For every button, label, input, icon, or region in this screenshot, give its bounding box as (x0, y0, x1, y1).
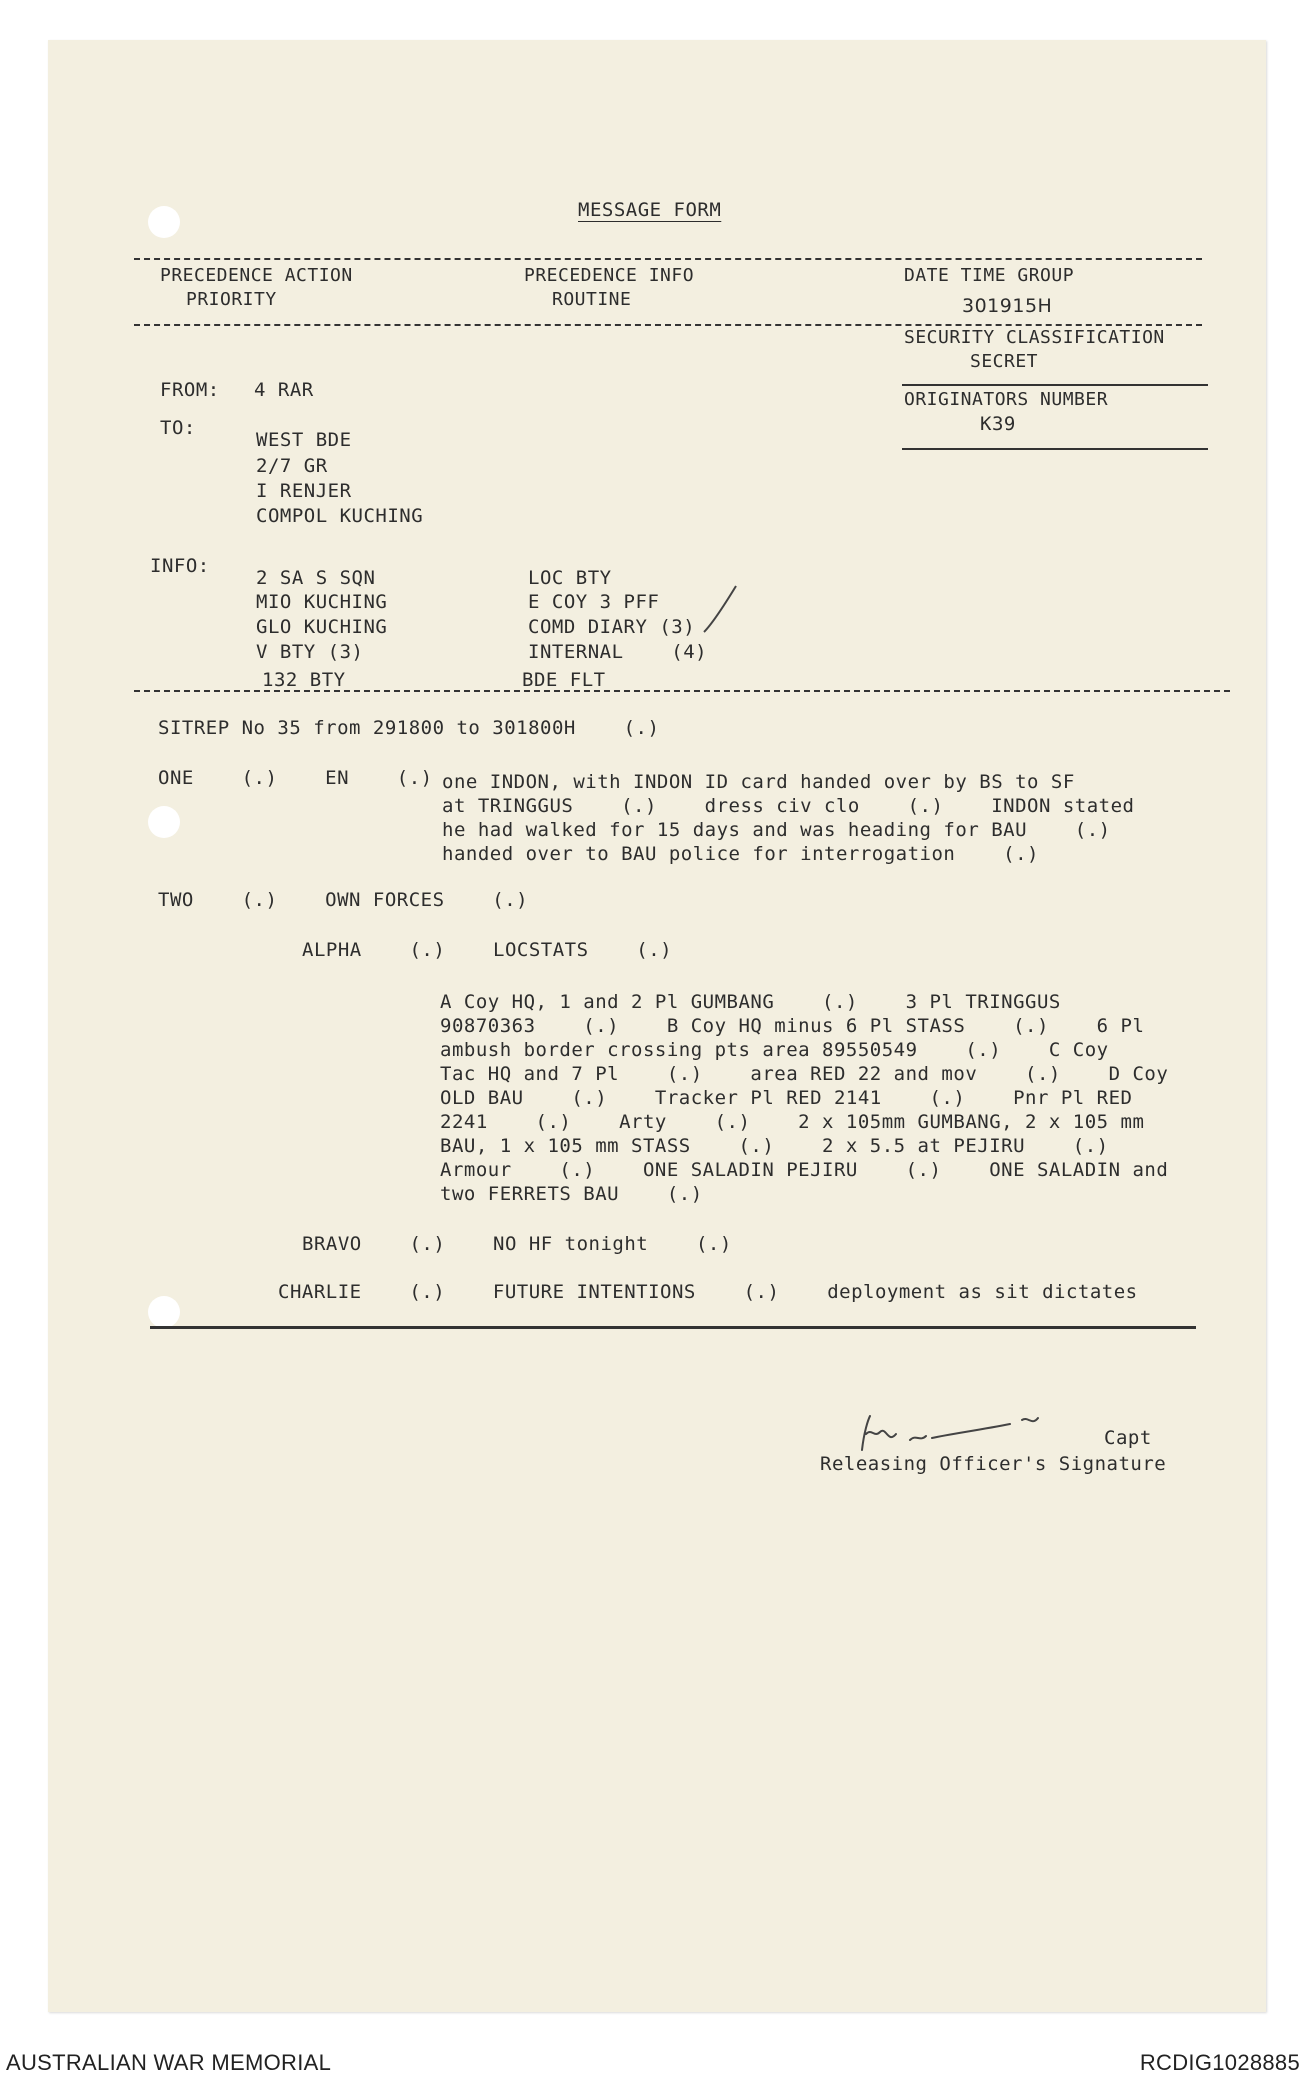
info-col2-item: BDE FLT (522, 669, 606, 691)
alpha-line: 2241 (.) Arty (.) 2 x 105mm GUMBANG, 2 x 105 mm (440, 1111, 1145, 1133)
header-top-rule (134, 258, 1202, 260)
info-col1-item: 2 SA S SQN (256, 567, 376, 589)
info-col1-item: MIO KUCHING (256, 591, 388, 613)
para-one-line: at TRINGGUS (.) dress civ clo (.) INDON stated (442, 795, 1135, 817)
dtg-value: 301915H (962, 295, 1053, 317)
alpha-line: two FERRETS BAU (.) (440, 1183, 703, 1205)
alpha-heading: ALPHA (.) LOCSTATS (.) (302, 939, 673, 961)
para-one-line: he had walked for 15 days and was heading for BAU (.) (442, 819, 1111, 841)
security-rule (902, 384, 1208, 386)
alpha-line: Armour (.) ONE SALADIN PEJIRU (.) ONE SALADIN and (440, 1159, 1169, 1181)
charlie-line: CHARLIE (.) FUTURE INTENTIONS (.) deployment as sit dictates (278, 1281, 1138, 1303)
to-line: I RENJER (256, 480, 352, 502)
info-col2-item: E COY 3 PFF (528, 591, 660, 613)
para-two-heading: TWO (.) OWN FORCES (.) (158, 889, 529, 911)
precedence-action-label: PRECEDENCE ACTION (160, 265, 353, 286)
dtg-label: DATE TIME GROUP (904, 265, 1075, 286)
precedence-action-value: PRIORITY (186, 289, 277, 310)
precedence-info-label: PRECEDENCE INFO (524, 265, 695, 286)
originators-rule (902, 448, 1208, 450)
to-line: 2/7 GR (256, 455, 328, 477)
precedence-info-value: ROUTINE (552, 289, 632, 310)
footer-record-id: RCDIG1028885 (1139, 2050, 1300, 2075)
info-col1-item: V BTY (3) (256, 641, 364, 663)
punch-hole (148, 1296, 180, 1328)
sitrep-line: SITREP No 35 from 291800 to 301800H (.) (158, 717, 660, 739)
bravo-line: BRAVO (.) NO HF tonight (.) (302, 1233, 732, 1255)
body-bottom-rule (150, 1326, 1196, 1329)
punch-hole (148, 206, 180, 238)
to-label: TO: (160, 417, 196, 439)
originators-value: K39 (980, 413, 1016, 435)
signature-rank: Capt (1104, 1427, 1152, 1449)
info-col2-item: INTERNAL (4) (528, 641, 708, 663)
para-one-heading: ONE (.) EN (.) (158, 767, 433, 789)
info-col2-item: COMD DIARY (3) (528, 616, 696, 638)
alpha-line: BAU, 1 x 105 mm STASS (.) 2 x 5.5 at PEJIRU (.) (440, 1135, 1109, 1157)
info-label: INFO: (150, 555, 210, 577)
alpha-line: ambush border crossing pts area 89550549 (.) C Coy (440, 1039, 1109, 1061)
info-col1-item: GLO KUCHING (256, 616, 388, 638)
check-mark-icon (700, 582, 740, 646)
from-value: 4 RAR (254, 379, 314, 401)
to-line: COMPOL KUCHING (256, 505, 424, 527)
footer-archive-name: AUSTRALIAN WAR MEMORIAL (6, 2050, 332, 2075)
info-col2-item: LOC BTY (528, 567, 612, 589)
to-line: WEST BDE (256, 429, 352, 451)
para-one-line: handed over to BAU police for interrogation (.) (442, 843, 1039, 865)
form-title: MESSAGE FORM (578, 199, 722, 221)
security-value: SECRET (970, 351, 1039, 372)
info-col1-item: 132 BTY (262, 669, 346, 691)
signature-label: Releasing Officer's Signature (820, 1453, 1167, 1475)
para-one-line: one INDON, with INDON ID card handed over by BS to SF (442, 771, 1075, 793)
alpha-line: OLD BAU (.) Tracker Pl RED 2141 (.) Pnr Pl RED (440, 1087, 1133, 1109)
alpha-line: Tac HQ and 7 Pl (.) area RED 22 and mov (.) D Coy (440, 1063, 1169, 1085)
from-label: FROM: (160, 379, 220, 401)
info-bottom-rule (134, 690, 1230, 692)
originators-label: ORIGINATORS NUMBER (904, 389, 1109, 410)
punch-hole (148, 806, 180, 838)
alpha-line: 90870363 (.) B Coy HQ minus 6 Pl STASS (.) 6 Pl (440, 1015, 1145, 1037)
alpha-line: A Coy HQ, 1 and 2 Pl GUMBANG (.) 3 Pl TRINGGUS (440, 991, 1061, 1013)
security-label: SECURITY CLASSIFICATION (904, 327, 1165, 348)
